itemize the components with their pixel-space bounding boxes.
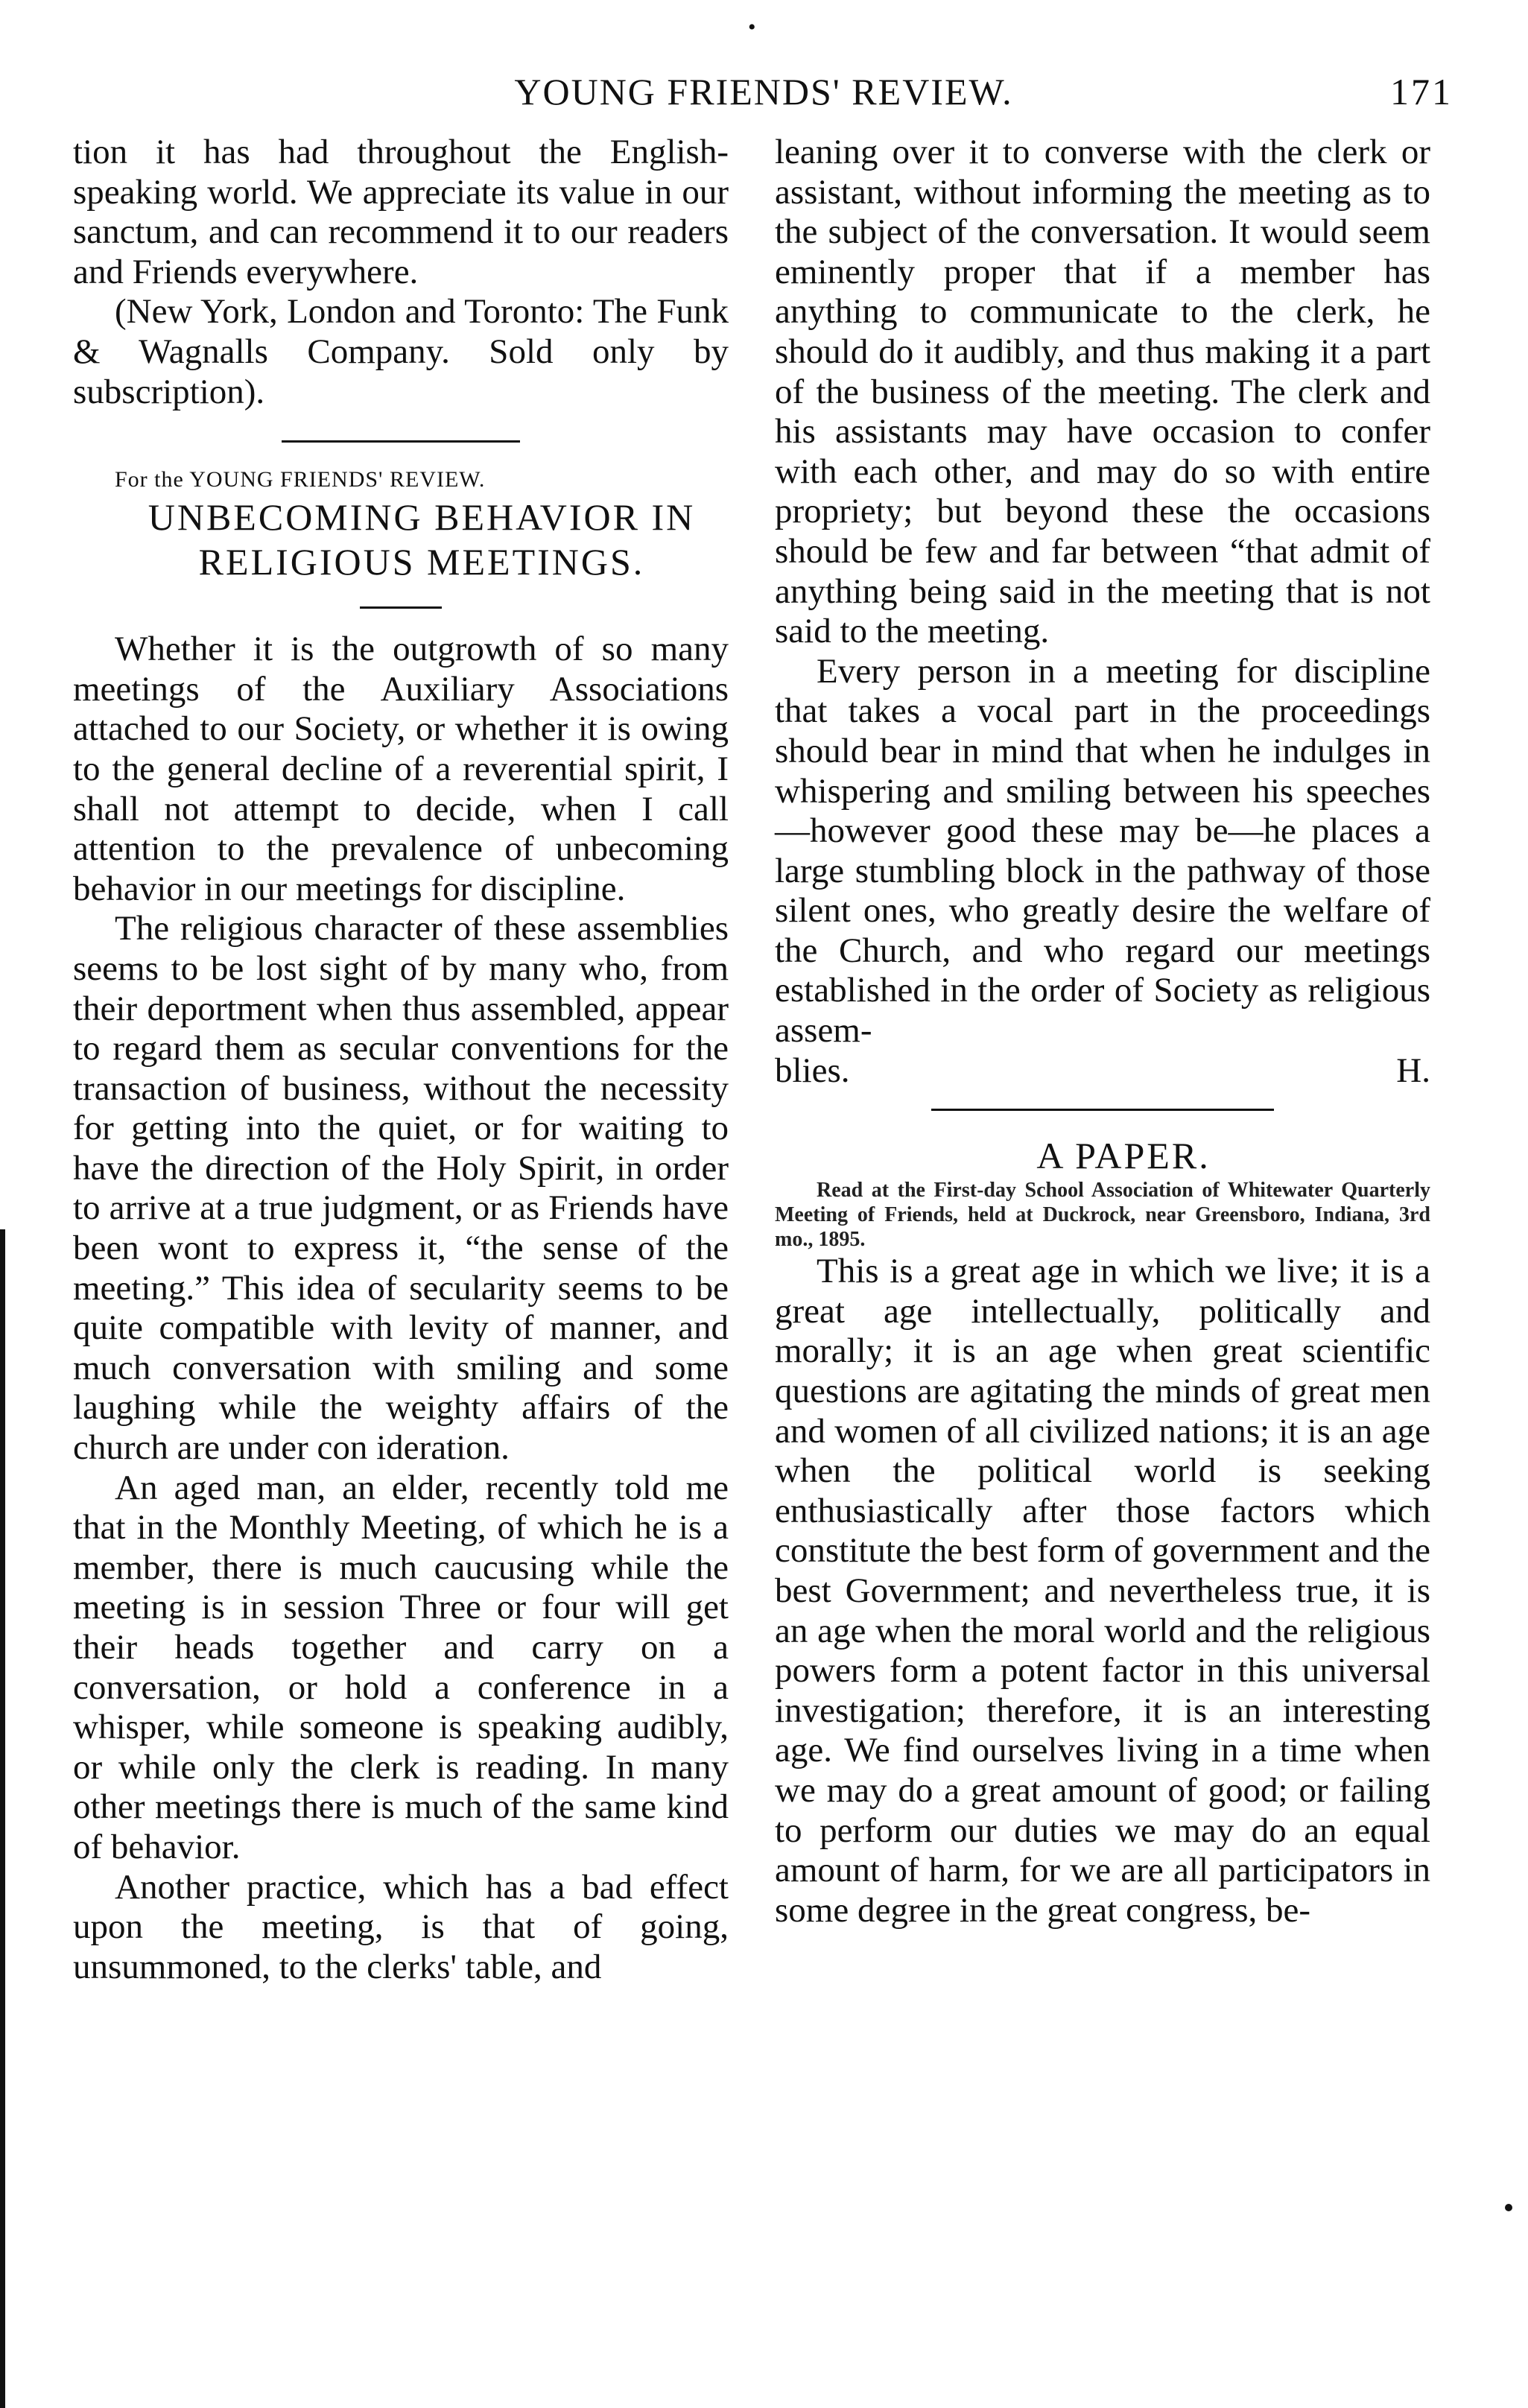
left-column bbox=[73, 133, 729, 1987]
article-paragraph: Whether it is the outgrowth of so many meetings of the Auxiliary Associations attached to our Society, or whether it is owing to the general decline of a reverential spirit, I shall not attempt to decide, when I call attention to the prevalence of unbecoming behavior in our meetings for discipline. bbox=[73, 630, 729, 908]
section-rule bbox=[931, 1109, 1274, 1111]
article-paragraph: The religious character of these assemblies seems to be lost sight of by many who, from their deportment when thus assembled, appear to regard them as secular conventions for the transaction of business, without the necessity for getting into the quiet, or for waiting to have the direction of the Holy Spirit, in order to arrive at a true judgment, or as Friends have been wont to express it, “the sense of the meeting.” This idea of secularity seems to be quite compatible with levity of manner, and much conversation with smiling and some laughing while the weighty affairs of the church are under con ideration. bbox=[73, 909, 729, 1468]
article-title-line-2: RELIGIOUS MEETINGS. bbox=[198, 541, 645, 583]
right-column bbox=[775, 133, 1430, 1930]
second-article-title: A PAPER. bbox=[1036, 1135, 1211, 1177]
credit-line: For the YOUNG FRIENDS' REVIEW. bbox=[115, 467, 486, 492]
article-paragraph: Another practice, which has a bad effect upon the meeting, is that of going, unsummoned, to the clerks' table, and bbox=[73, 1867, 729, 1986]
ink-speck: • bbox=[748, 15, 756, 39]
page-header bbox=[67, 66, 1460, 118]
continued-paragraph: tion it has had throughout the English-speaking world. We appreciate its value in our sanctum, and can recommend it to our readers and Friends everywhere. bbox=[73, 133, 729, 291]
page-number: 171 bbox=[1390, 71, 1453, 113]
closing-line bbox=[775, 1051, 1430, 1091]
article-paragraph: An aged man, an elder, recently told me that in the Monthly Meeting, of which he is a member, there is much caucusing while the meeting is in session Three or four will get their heads together and carry on a conversation, or hold a conference in a whisper, while someone is speaking audibly, or while only the clerk is reading. In many other meetings there is much of the same kind of behavior. bbox=[73, 1468, 729, 1866]
closing-word: blies. bbox=[775, 1051, 850, 1090]
second-article-note: Read at the First-day School Association of Whitewater Quarterly Meeting of Friends, held at Duckrock, near Greensboro, Indiana, 3rd mo., 1895. bbox=[775, 1179, 1430, 1252]
running-head: YOUNG FRIENDS' REVIEW. bbox=[514, 71, 1013, 113]
article-title-line-1: UNBECOMING BEHAVIOR IN bbox=[148, 496, 696, 539]
publisher-note: (New York, London and Toronto: The Funk & Wagnalls Company. Sold only by subscription). bbox=[73, 292, 729, 411]
article-paragraph: This is a great age in which we live; it is a great age intellectually, politically and morally; it is an age when great scientific questions are agitating the minds of great men and women of all civilized nations; it is an age when the political world is seeking enthusiastically after those factors which constitute the best form of government and the best Government; and nevertheless true, it is an age when the moral world and the religious powers form a potent factor in this universal investigation; therefore, it is an interesting age. We find ourselves living in a time when we may do a great amount of good; or failing to perform our duties we may do an equal amount of harm, for we are all participators in some degree in the great congress, be- bbox=[775, 1252, 1430, 1930]
scan-edge-shadow bbox=[0, 1229, 5, 2408]
title-dash bbox=[360, 606, 442, 609]
ink-speck bbox=[1505, 2204, 1512, 2211]
article-paragraph: Every person in a meeting for discipline that takes a vocal part in the proceedings should bear in mind that when he indulges in whispering and smiling between his speeches—however good these may be—he places a large stumbling block in the pathway of those silent ones, who greatly desire the welfare of the Church, and who regard our meetings established in the order of Society as religious assem- bbox=[775, 651, 1430, 1051]
article-paragraph: leaning over it to converse with the clerk or assistant, without informing the meeting as to the subject of the conversation. It would seem eminently proper that if a member has anything to communicate to the clerk, he should do it audibly, and thus making it a part of the business of the meeting. The clerk and his assistants may have occasion to confer with each other, and may do so with entire propriety; but beyond these the occasions should be few and far between “that admit of anything being said in the meeting that is not said to the meeting. bbox=[775, 133, 1430, 651]
section-rule bbox=[282, 440, 520, 443]
author-signature: H. bbox=[1396, 1051, 1430, 1090]
